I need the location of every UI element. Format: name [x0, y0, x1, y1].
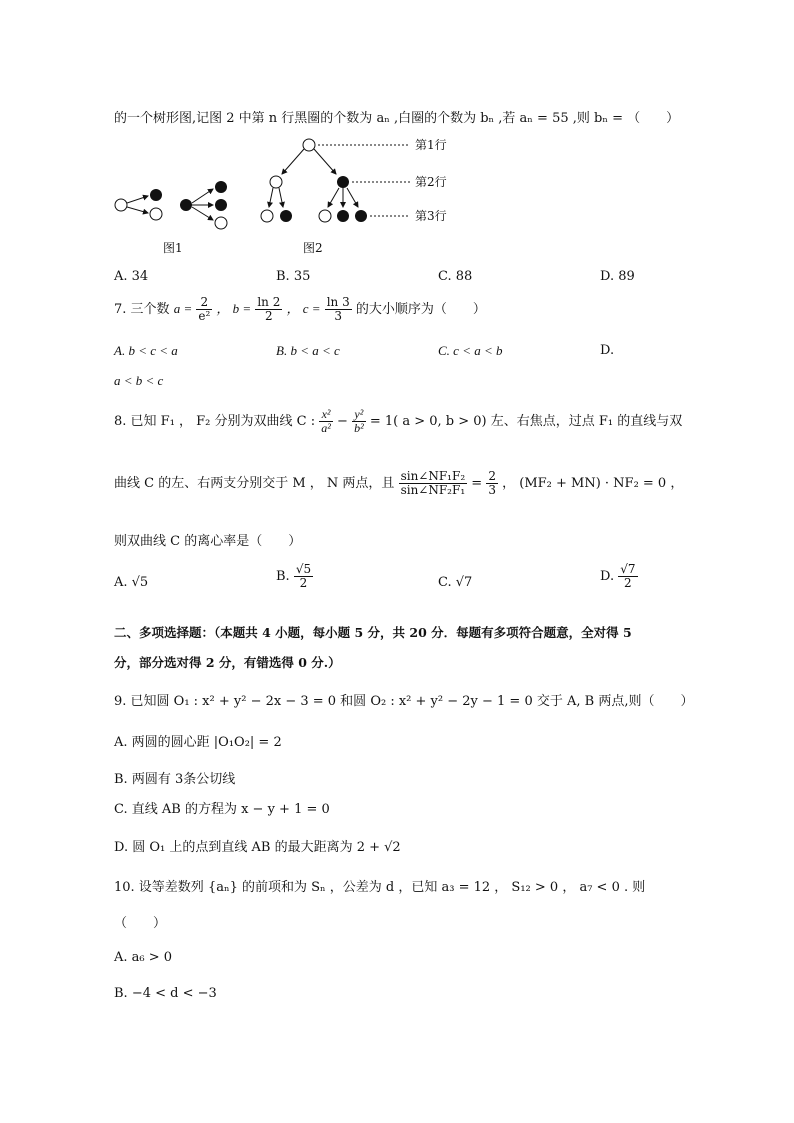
- q10-paren: （ ）: [114, 916, 167, 931]
- q8-line3: 则双曲线 C 的离心率是（ ）: [114, 534, 302, 549]
- q9-stem: 9. 已知圆 O₁ : x² + y² − 2x − 3 = 0 和圆 O₂ : x² + y² − 2y − 1 = 0 交于 A, B 两点,则（ ）: [114, 694, 694, 709]
- q8-option-d: D. $\frac{√7}{2}$: [600, 562, 636, 591]
- q7-option-b: B. b < a < c: [276, 343, 340, 358]
- q8-line2: 曲线 C 的左、右两支分别交于 M ， N 两点，且 $\frac{\text{sin∠NF₁F₂}}{\text{sin∠NF₂F₁}}$ = $\frac{2}{3}$ ， (MF₂ + MN) · NF₂ = 0 ，: [114, 469, 684, 498]
- fig1-black-node-group: [180, 181, 227, 229]
- q10-option-b: B. −4 < d < −3: [114, 986, 217, 1001]
- fig1-white-node-group: [115, 189, 162, 220]
- row1-label: 第1行: [415, 138, 447, 152]
- row2-label: 第2行: [415, 175, 447, 189]
- q8-option-b: B. $\frac{√5}{2}$: [276, 562, 312, 591]
- q7-option-c: C. c < a < b: [438, 343, 503, 358]
- q7-option-a: A. b < c < a: [114, 343, 178, 358]
- row3-label: 第3行: [415, 209, 447, 223]
- section2-heading-line2: 分，部分选对得 2 分，有错选得 0 分.）: [114, 655, 341, 670]
- section2-heading-line1: 二、多项选择题：（本题共 4 小题，每小题 5 分，共 20 分．每题有多项符合题意，全对得 5: [114, 625, 632, 640]
- q7-option-d: D.: [600, 343, 615, 358]
- q6-option-a: A. 34: [114, 269, 149, 284]
- q7-stem: 7. 三个数 a = $\frac{2}{\text{e²}}$ ， b = $\frac{\ln 2}{2}$ ， c = $\frac{\ln 3}{3}$ 的大小顺序为（ ）: [114, 295, 486, 324]
- q9-option-b: B. 两圆有 3条公切线: [114, 772, 236, 787]
- q6-tree-figures: [110, 134, 470, 259]
- q6-stem: 的一个树形图,记图 2 中第 n 行黑圈的个数为 aₙ ,白圈的个数为 bₙ ,若 aₙ = 55 ,则 bₙ = （ ）: [114, 111, 680, 126]
- q10-stem: 10. 设等差数列 {aₙ} 的前项和为 Sₙ ，公差为 d ，已知 a₃ = 12 ， S₁₂ > 0 ， a₇ < 0 . 则: [114, 880, 646, 895]
- q8-option-c: C. √7: [438, 575, 473, 590]
- q8-line1: 8. 已知 F₁ ， F₂ 分别为双曲线 C : $\frac{\text{x²}}{\text{a²}}$ − $\frac{\text{y²}}{\text{b²}}$ = 1( a > 0, b > 0) 左、右焦点，过点 F₁ 的直线与双: [114, 407, 683, 436]
- q10-option-a: A. a₆ > 0: [114, 950, 173, 965]
- q9-option-c: C. 直线 AB 的方程为 x − y + 1 = 0: [114, 802, 330, 817]
- q9-option-d: D. 圆 O₁ 上的点到直线 AB 的最大距离为 2 + √2: [114, 840, 401, 855]
- q6-option-d: D. 89: [600, 269, 635, 284]
- q6-option-b: B. 35: [276, 269, 311, 284]
- fig2-tree: [261, 139, 410, 222]
- q6-option-c: C. 88: [438, 269, 473, 284]
- q7-option-d-wrap: a < b < c: [114, 373, 164, 388]
- fig1-caption: 图1: [163, 241, 183, 255]
- q9-option-a: A. 两圆的圆心距 |O₁O₂| = 2: [114, 735, 282, 750]
- q8-option-a: A. √5: [114, 575, 149, 590]
- fig2-caption: 图2: [303, 241, 323, 255]
